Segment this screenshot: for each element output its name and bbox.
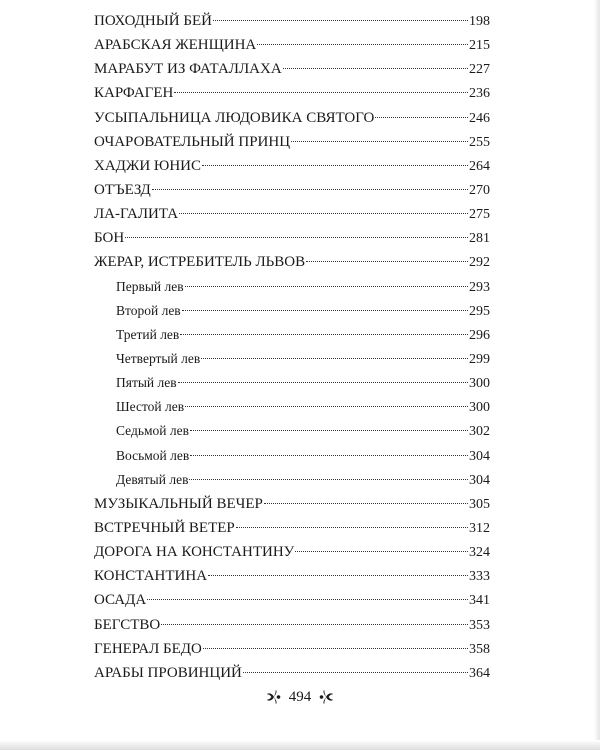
toc-subentry bbox=[94, 444, 490, 468]
toc-entry-page: 341 bbox=[469, 593, 490, 609]
table-of-contents bbox=[94, 9, 490, 685]
toc-entry-page: 215 bbox=[469, 38, 490, 54]
toc-entry bbox=[94, 564, 490, 588]
toc-entry-title: Восьмой лев bbox=[116, 447, 190, 463]
toc-entry-page: 364 bbox=[469, 665, 490, 681]
toc-entry-page: 236 bbox=[469, 86, 490, 102]
toc-subentry bbox=[94, 371, 490, 395]
toc-dot-leader bbox=[161, 624, 468, 625]
toc-entry-page: 304 bbox=[469, 472, 490, 488]
toc-entry-page: 333 bbox=[469, 569, 490, 585]
toc-entry-title: Первый лев bbox=[116, 278, 184, 294]
toc-entry-title: БОН bbox=[94, 230, 125, 247]
toc-entry-title: КАРФАГЕН bbox=[94, 85, 174, 102]
toc-entry bbox=[94, 178, 490, 202]
page-bottom-shadow bbox=[0, 740, 600, 750]
toc-entry bbox=[94, 33, 490, 57]
toc-entry-title: Девятый лев bbox=[116, 471, 189, 487]
toc-dot-leader bbox=[375, 117, 468, 118]
toc-subentry bbox=[94, 419, 490, 443]
toc-dot-leader bbox=[174, 92, 468, 93]
toc-dot-leader bbox=[182, 310, 468, 311]
toc-entry-page: 305 bbox=[469, 496, 490, 512]
toc-entry-title: ЛА-ГАЛИТА bbox=[94, 206, 179, 223]
toc-entry-page: 353 bbox=[469, 617, 490, 633]
toc-entry-page: 299 bbox=[469, 351, 490, 367]
toc-dot-leader bbox=[208, 575, 468, 576]
toc-entry-title: АРАБЫ ПРОВИНЦИЙ bbox=[94, 664, 242, 681]
toc-entry bbox=[94, 250, 490, 274]
toc-entry-page: 275 bbox=[469, 207, 490, 223]
toc-entry-page: 302 bbox=[469, 424, 490, 440]
toc-subentry bbox=[94, 299, 490, 323]
toc-dot-leader bbox=[236, 527, 468, 528]
toc-entry bbox=[94, 516, 490, 540]
toc-entry-title: Шестой лев bbox=[116, 399, 185, 415]
toc-entry-title: Пятый лев bbox=[116, 375, 177, 391]
toc-subentry bbox=[94, 323, 490, 347]
toc-dot-leader bbox=[203, 648, 468, 649]
toc-entry-title: ПОХОДНЫЙ БЕЙ bbox=[94, 13, 212, 29]
toc-subentry bbox=[94, 347, 490, 371]
toc-dot-leader bbox=[295, 551, 468, 552]
page-edge-shadow bbox=[594, 0, 600, 750]
toc-dot-leader bbox=[178, 382, 468, 383]
toc-entry-page: 296 bbox=[469, 327, 490, 343]
toc-dot-leader bbox=[190, 455, 468, 456]
toc-entry bbox=[94, 540, 490, 564]
toc-entry-page: 358 bbox=[469, 641, 490, 657]
toc-entry-page: 246 bbox=[469, 110, 490, 126]
toc-entry-title: КОНСТАНТИНА bbox=[94, 568, 208, 585]
toc-entry-title: МАРАБУТ ИЗ ФАТАЛЛАХА bbox=[94, 61, 282, 78]
toc-dot-leader bbox=[125, 237, 468, 238]
toc-entry-page: 295 bbox=[469, 303, 490, 319]
toc-entry-title: УСЫПАЛЬНИЦА ЛЮДОВИКА СВЯТОГО bbox=[94, 109, 375, 126]
toc-dot-leader bbox=[291, 141, 468, 142]
toc-dot-leader bbox=[185, 406, 468, 407]
toc-dot-leader bbox=[283, 68, 468, 69]
toc-entry-title: Второй лев bbox=[116, 302, 181, 318]
toc-dot-leader bbox=[306, 261, 468, 262]
toc-entry bbox=[94, 588, 490, 612]
toc-entry bbox=[94, 81, 490, 105]
toc-entry-title: ВСТРЕЧНЫЙ ВЕТЕР bbox=[94, 519, 235, 536]
toc-entry-page: 304 bbox=[469, 448, 490, 464]
toc-dot-leader bbox=[201, 358, 468, 359]
toc-entry bbox=[94, 637, 490, 661]
toc-dot-leader bbox=[189, 479, 468, 480]
toc-entry-title: Седьмой лев bbox=[116, 423, 190, 439]
toc-entry-page: 312 bbox=[469, 520, 490, 536]
toc-entry-title: АРАБСКАЯ ЖЕНЩИНА bbox=[94, 37, 257, 54]
toc-entry bbox=[94, 202, 490, 226]
toc-entry-title: Третий лев bbox=[116, 326, 180, 342]
toc-entry-title: ЖЕРАР, ИСТРЕБИТЕЛЬ ЛЬВОВ bbox=[94, 254, 306, 271]
fleuron-right-icon bbox=[317, 688, 335, 706]
toc-entry-page: 293 bbox=[469, 279, 490, 295]
toc-dot-leader bbox=[147, 599, 468, 600]
toc-entry-title: ГЕНЕРАЛ БЕДО bbox=[94, 640, 202, 657]
toc-dot-leader bbox=[213, 20, 468, 21]
toc-entry bbox=[94, 661, 490, 685]
toc-entry-title: БЕГСТВО bbox=[94, 616, 161, 633]
toc-dot-leader bbox=[190, 430, 468, 431]
toc-entry bbox=[94, 154, 490, 178]
toc-entry-title: ДОРОГА НА КОНСТАНТИНУ bbox=[94, 544, 295, 561]
toc-dot-leader bbox=[264, 503, 468, 504]
toc-entry-page: 270 bbox=[469, 182, 490, 198]
page-footer bbox=[0, 688, 600, 706]
toc-entry-page: 198 bbox=[469, 14, 490, 29]
toc-entry-page: 255 bbox=[469, 134, 490, 150]
toc-entry-page: 300 bbox=[469, 376, 490, 392]
fleuron-left-icon bbox=[265, 688, 283, 706]
toc-entry-page: 281 bbox=[469, 231, 490, 247]
toc-entry-page: 324 bbox=[469, 545, 490, 561]
toc-entry-page: 300 bbox=[469, 400, 490, 416]
toc-entry bbox=[94, 613, 490, 637]
toc-entry-title: МУЗЫКАЛЬНЫЙ ВЕЧЕР bbox=[94, 495, 263, 512]
toc-entry bbox=[94, 9, 490, 33]
toc-dot-leader bbox=[202, 165, 468, 166]
toc-subentry bbox=[94, 468, 490, 492]
toc-entry bbox=[94, 226, 490, 250]
toc-entry-title: Четвертый лев bbox=[116, 350, 201, 366]
toc-entry bbox=[94, 492, 490, 516]
toc-entry-title: ОТЪЕЗД bbox=[94, 181, 151, 198]
toc-entry bbox=[94, 57, 490, 81]
toc-dot-leader bbox=[243, 672, 468, 673]
toc-dot-leader bbox=[185, 286, 468, 287]
toc-entry-page: 292 bbox=[469, 255, 490, 271]
toc-dot-leader bbox=[180, 334, 468, 335]
toc-entry bbox=[94, 130, 490, 154]
toc-entry-title: ОЧАРОВАТЕЛЬНЫЙ ПРИНЦ bbox=[94, 133, 291, 150]
toc-subentry bbox=[94, 275, 490, 299]
toc-dot-leader bbox=[257, 44, 468, 45]
toc-entry bbox=[94, 106, 490, 130]
toc-entry-page: 264 bbox=[469, 158, 490, 174]
page-number: 494 bbox=[288, 688, 312, 705]
toc-dot-leader bbox=[179, 213, 468, 214]
toc-entry-title: ОСАДА bbox=[94, 592, 147, 609]
toc-entry-page: 227 bbox=[469, 62, 490, 78]
toc-subentry bbox=[94, 395, 490, 419]
toc-dot-leader bbox=[152, 189, 468, 190]
toc-entry-title: ХАДЖИ ЮНИС bbox=[94, 157, 202, 174]
